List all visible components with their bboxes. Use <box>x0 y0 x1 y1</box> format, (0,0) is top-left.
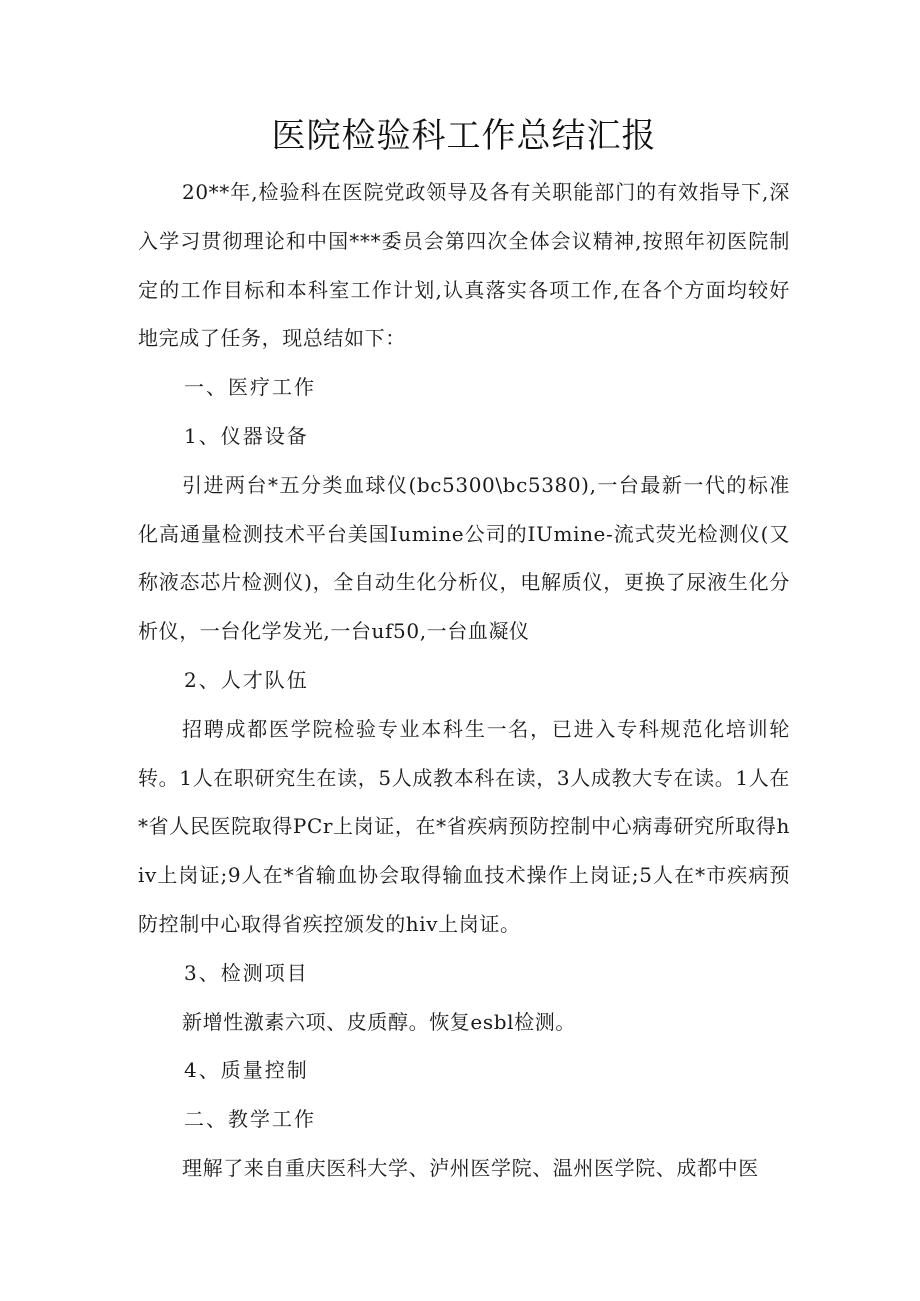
subsection-heading-quality-control: 4、质量控制 <box>184 1058 309 1083</box>
subsection-heading-test-items: 3、检测项目 <box>184 960 309 985</box>
teaching-paragraph: 理解了来自重庆医科大学、泸州医学院、温州医学院、成都中医 <box>182 1155 759 1180</box>
section-heading-medical-work: 一、医疗工作 <box>184 375 316 400</box>
document-title: 医院检验科工作总结汇报 <box>271 116 657 156</box>
intro-paragraph: 20**年,检验科在医院党政领导及各有关职能部门的有效指导下,深入学习贯彻理论和中国***委员会第四次全体会议精神,按照年初医院制定的工作目标和本科室工作计划,认真落实各项工作,在各个方面均较好地完成了任务，现总结如下： <box>138 180 790 351</box>
talent-team-paragraph: 招聘成都医学院检验专业本科生一名，已进入专科规范化培训轮转。1人在职研究生在读，5人成教本科在读，3人成教大专在读。1人在*省人民医院取得PCr上岗证，在*省疾病预防控制中心病毒研究所取得hiv上岗证;9人在*省输血协会取得输血技术操作上岗证;5人在*市疾病预防控制中心取得省疾控颁发的hiv上岗证。 <box>138 716 790 936</box>
section-heading-teaching-work: 二、教学工作 <box>184 1107 316 1132</box>
test-items-paragraph: 新增性激素六项、皮质醇。恢复esbl检测。 <box>182 1009 576 1034</box>
subsection-heading-equipment: 1、仪器设备 <box>184 423 309 448</box>
subsection-heading-talent-team: 2、人才队伍 <box>184 667 309 692</box>
document-body <box>138 168 790 1193</box>
equipment-paragraph: 引进两台*五分类血球仪(bc5300\bc5380),一台最新一代的标准化高通量检测技术平台美国Iumine公司的IUmine-流式荧光检测仪(又称液态芯片检测仪)，全自动生化分析仪，电解质仪，更换了尿液生化分析仪，一台化学发光,一台uf50,一台血凝仪 <box>138 472 790 644</box>
